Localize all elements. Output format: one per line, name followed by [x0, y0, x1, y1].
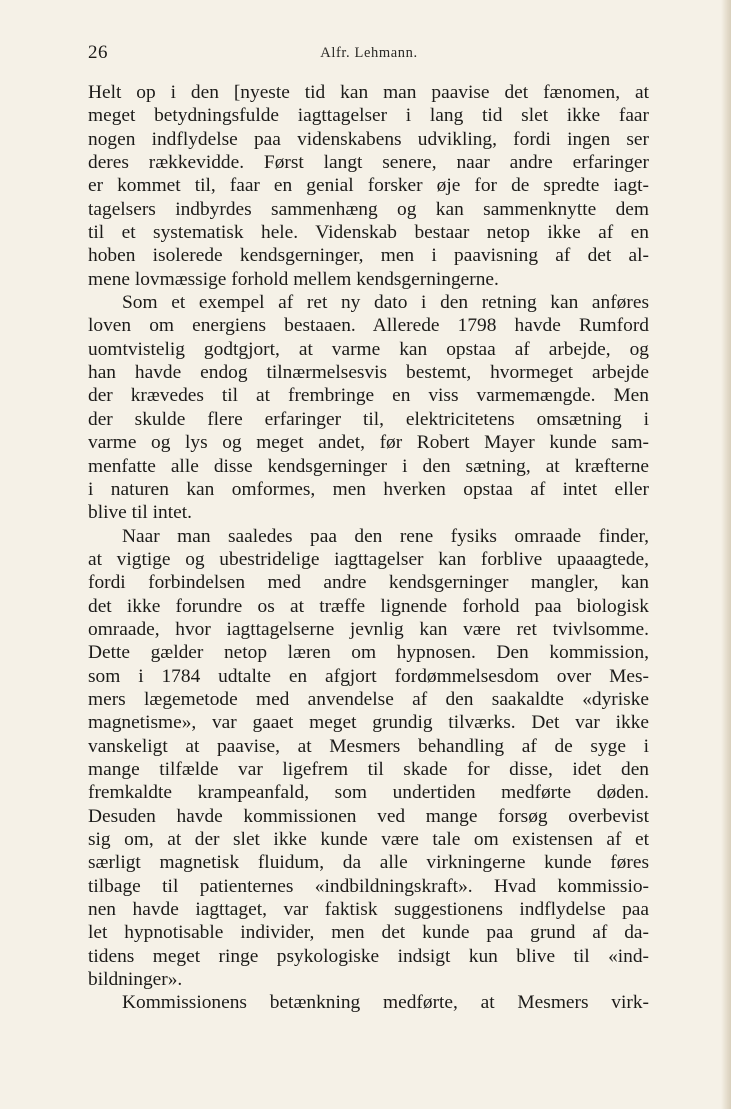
text-line: blive til intet. [88, 502, 192, 524]
text-line: vanskeligt at paavise, at Mesmers behandling af de syge i [88, 735, 649, 757]
text-line: fremkaldte krampeanfald, som undertiden medførte døden. [88, 782, 649, 804]
text-line: let hypnotisable individer, men det kunde paa grund af da- [88, 922, 649, 944]
text-line: han havde endog tilnærmelsesvis bestemt, hvormeget arbejde [88, 362, 649, 384]
text-line: hoben isolerede kendsgerninger, men i paavisning af det al- [88, 245, 649, 267]
text-line: bildninger». [88, 969, 183, 991]
text-line: varme og lys og meget andet, før Robert Mayer kunde sam- [88, 432, 649, 454]
text-line: loven om energiens bestaaen. Allerede 1798 havde Rumford [88, 315, 649, 337]
page-number: 26 [88, 42, 108, 63]
text-line: er kommet til, faar en genial forsker øje for de spredte iagt- [88, 175, 649, 197]
text-line: meget betydningsfulde iagttagelser i lang tid slet ikke faar [88, 105, 649, 127]
text-line: Som et exempel af ret ny dato i den retning kan anføres [122, 292, 649, 314]
text-line: der skulde flere erfaringer til, elektricitetens omsætning i [88, 408, 649, 430]
text-line: fordi forbindelsen med andre kendsgerninger mangler, kan [88, 572, 649, 594]
text-line: uomtvistelig godtgjort, at varme kan opstaa af arbejde, og [88, 338, 649, 360]
text-line: omraade, hvor iagttagelserne jevnlig kan være ret tvivlsomme. [88, 618, 649, 640]
page-edge [721, 0, 731, 1109]
text-line: magnetisme», var gaaet meget grundig tilværks. Det var ikke [88, 712, 649, 734]
text-line: Desuden havde kommissionen ved mange forsøg overbevist [88, 805, 649, 827]
text-line: nogen indflydelse paa videnskabens udvikling, fordi ingen ser [88, 128, 649, 150]
text-line: der krævedes til at frembringe en viss varmemængde. Men [88, 385, 649, 407]
text-line: Kommissionens betænkning medførte, at Mesmers virk- [122, 992, 649, 1014]
text-line: det ikke forundre os at træffe lignende forhold paa biologisk [88, 595, 649, 617]
text-line: tidens meget ringe psykologiske indsigt kun blive til «ind- [88, 945, 649, 967]
text-line: menfatte alle disse kendsgerninger i den sætning, at kræfterne [88, 455, 649, 477]
text-line: mers lægemetode med anvendelse af den saakaldte «dyriske [88, 688, 649, 710]
text-line: nen havde iagttaget, var faktisk suggestionens indflydelse paa [88, 899, 649, 921]
text-line: Helt op i den [nyeste tid kan man paavise det fænomen, at [88, 82, 649, 103]
page-header [88, 42, 650, 68]
text-line: mange tilfælde var ligefrem til skade for disse, idet den [88, 758, 649, 780]
text-line: som i 1784 udtalte en afgjort fordømmelsesdom over Mes- [88, 665, 649, 687]
text-line: tagelsers indbyrdes sammenhæng og kan sammenknytte dem [88, 198, 649, 220]
text-line: Naar man saaledes paa den rene fysiks omraade finder, [122, 525, 649, 547]
text-line: i naturen kan omformes, men hverken opstaa af intet eller [88, 478, 649, 500]
text-line: særligt magnetisk fluidum, da alle virkningerne kunde føres [88, 852, 649, 874]
body-text [88, 81, 649, 1015]
text-line: sig om, at der slet ikke kunde være tale om existensen af et [88, 829, 649, 850]
text-line: mene lovmæssige forhold mellem kendsgerningerne. [88, 268, 499, 290]
text-line: tilbage til patienternes «indbildningskraft». Hvad kommissio- [88, 875, 649, 897]
text-line: at vigtige og ubestridelige iagttagelser kan forblive upaaagtede, [88, 548, 649, 570]
text-line: Dette gælder netop læren om hypnosen. Den kommission, [88, 642, 649, 664]
running-head: Alfr. Lehmann. [320, 45, 418, 61]
text-line: til et systematisk hele. Videnskab bestaar netop ikke af en [88, 222, 649, 244]
text-line: deres rækkevidde. Først langt senere, naar andre erfaringer [88, 152, 649, 174]
